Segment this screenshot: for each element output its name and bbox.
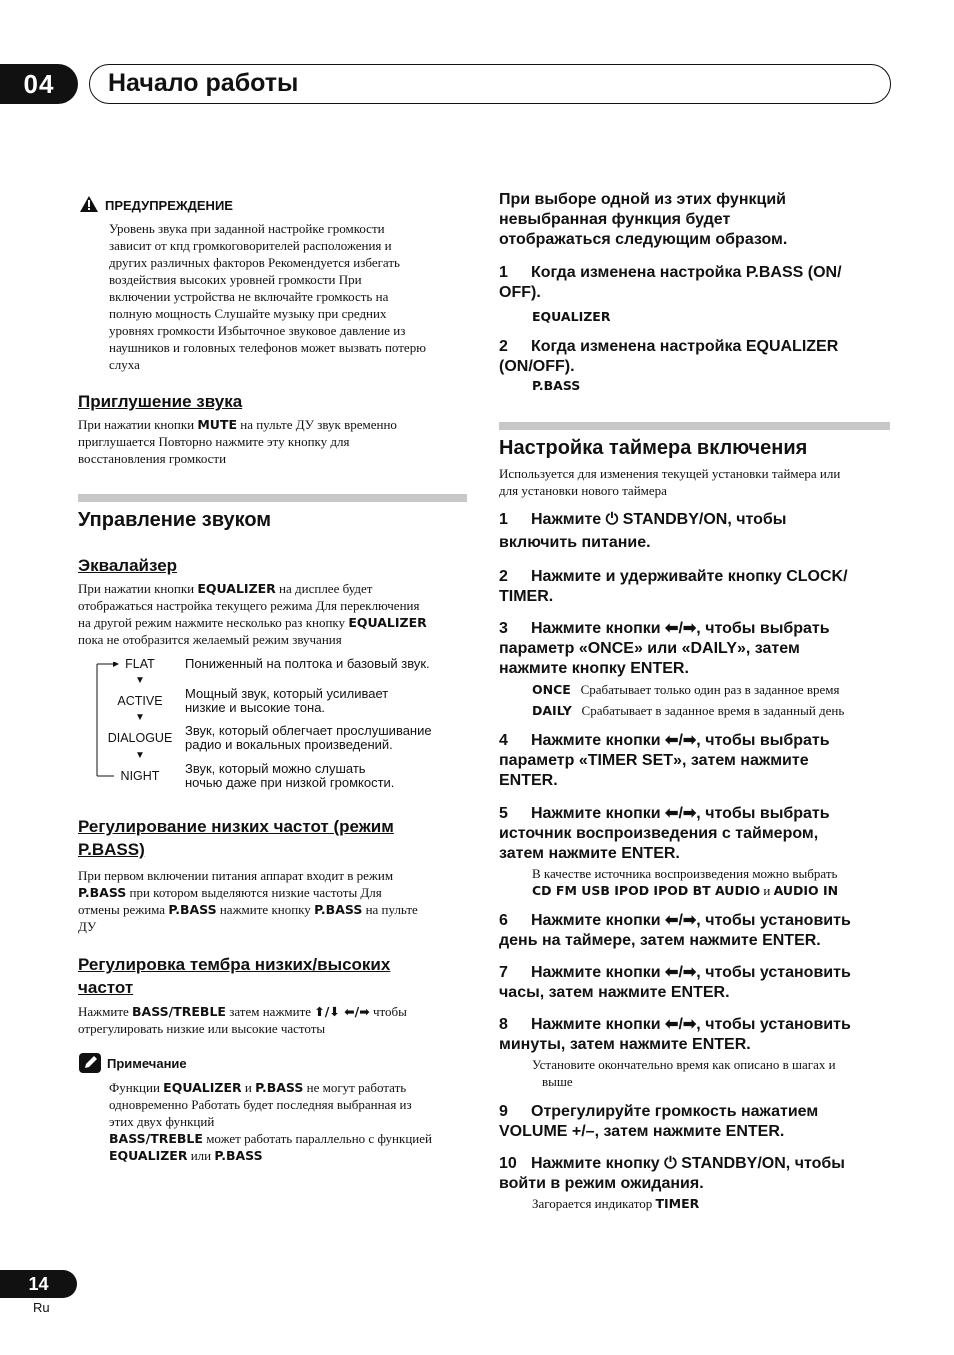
note-label: Примечание <box>107 1056 187 1071</box>
arrow-down-icon: ▼ <box>135 712 145 723</box>
chapter-title: Начало работы <box>108 69 299 97</box>
timer-step-5: 5 Нажмите кнопки ⬅/➡, чтобы выбрать источник воспроизведения с таймером, затем нажмите ENTER. <box>499 805 830 862</box>
functions-step-1: 1 Когда изменена настройка P.BASS (ON/ OFF). <box>499 264 842 301</box>
language-code: Ru <box>33 1300 50 1315</box>
pbass-text: При первом включении питания аппарат входит в режим P.BASS при котором выделяются низкие частоты Для отмены режима P.BASS нажмите кнопку P.BASS на пульте ДУ <box>78 868 418 934</box>
equalizer-heading: Эквалайзер <box>78 556 178 575</box>
functions-step-2-result: P.BASS <box>532 378 581 393</box>
functions-intro: При выборе одной из этих функций невыбранная функция будет отображаться следующим образом. <box>499 191 788 248</box>
timer-step-3: 3 Нажмите кнопки ⬅/➡, чтобы выбрать параметр «ONCE» или «DAILY», затем нажмите кнопку ENTER. <box>499 620 830 677</box>
warning-icon <box>80 196 98 217</box>
arrow-down-icon: ▼ <box>135 750 145 761</box>
functions-step-1-result: EQUALIZER <box>532 309 611 324</box>
bass-treble-heading: Регулировка тембра низких/высоких частот <box>78 955 391 997</box>
timer-step-2: 2 Нажмите и удерживайте кнопку CLOCK/ TIMER. <box>499 568 848 605</box>
chapter-number-badge: 04 <box>0 64 78 104</box>
section-divider <box>499 422 890 430</box>
page-number-badge: 14 <box>0 1270 77 1298</box>
timer-heading: Настройка таймера включения <box>499 437 808 459</box>
timer-step-1: 1 Нажмите ⏻ STANDBY/ON, чтобы включить питание. <box>499 511 787 551</box>
warning-label: ПРЕДУПРЕЖДЕНИЕ <box>105 198 233 213</box>
timer-step-9: 9 Отрегулируйте громкость нажатием VOLUME +/–, затем нажмите ENTER. <box>499 1103 819 1140</box>
timer-step-8: 8 Нажмите кнопки ⬅/➡, чтобы установить минуты, затем нажмите ENTER. <box>499 1016 851 1053</box>
eq-desc-flat: Пониженный на полтока и базовый звук. <box>185 656 430 671</box>
warning-text: Уровень звука при заданной настройке громкости зависит от кпд громкоговорителей расположения и других различных факторов Рекомендуется избегать воздействия высоких уровней громкости При включении устройства не включайте громкость на полную мощность Слушайте музыку при средних уровнях громкости Избыточное звуковое давление из наушников и головных телефонов может вызвать потерю слуха <box>109 221 426 372</box>
eq-desc-active: Мощный звук, который усиливает низкие и высокие тона. <box>185 686 389 715</box>
functions-step-2: 2 Когда изменена настройка EQUALIZER (ON/OFF). <box>499 338 839 375</box>
timer-once-daily-list: ONCE Срабатывает только один раз в заданное время DAILY Срабатывает в заданное время в заданный день <box>532 682 845 718</box>
arrow-down-icon: ▼ <box>135 675 145 686</box>
mute-text: При нажатии кнопки MUTE на пульте ДУ звук временно приглушается Повторно нажмите эту кнопку для восстановления громкости <box>78 417 397 466</box>
note-text: Функции EQUALIZER и P.BASS не могут работать одновременно Работать будет последняя выбранная из этих двух функций BASS/TREBLE может работать параллельно с функцией EQUALIZER или P.BASS <box>109 1080 432 1163</box>
timer-source-note: В качестве источника воспроизведения можно выбрать CD FM USB IPOD IPOD BT AUDIO и AUDIO IN <box>532 866 839 898</box>
eq-mode-night: NIGHT <box>120 769 160 783</box>
equalizer-text: При нажатии кнопки EQUALIZER на дисплее будет отображаться настройка текущего режима Для переключения на другой режим нажмите несколько раз кнопку EQUALIZER пока не отобразится желаемый режим звучания <box>78 581 427 647</box>
eq-mode-dialogue: DIALOGUE <box>107 731 173 745</box>
sound-heading: Управление звуком <box>78 509 272 531</box>
section-divider <box>78 494 467 502</box>
timer-step-7: 7 Нажмите кнопки ⬅/➡, чтобы установить часы, затем нажмите ENTER. <box>499 964 851 1001</box>
note-pencil-icon <box>79 1053 101 1073</box>
eq-mode-flat: FLAT <box>125 657 155 671</box>
pbass-heading: Регулирование низких частот (режим P.BASS) <box>78 817 394 859</box>
arrow-keys-icon: ⬆/⬇ ⬅/➡ <box>314 1004 370 1019</box>
timer-step-10-note: Загорается индикатор TIMER <box>532 1196 700 1211</box>
eq-mode-active: ACTIVE <box>117 694 163 708</box>
timer-step-8-note: Установите окончательно время как описано в шагах и выше <box>532 1057 836 1089</box>
bass-treble-text: Нажмите BASS/TREBLE затем нажмите ⬆/⬇ ⬅/➡ чтобы отрегулировать низкие или высокие частоты <box>78 1004 407 1036</box>
timer-step-6: 6 Нажмите кнопки ⬅/➡, чтобы установить день на таймере, затем нажмите ENTER. <box>499 912 851 949</box>
mute-heading: Приглушение звука <box>78 392 243 411</box>
timer-step-10: 10 Нажмите кнопку ⏻ STANDBY/ON, чтобы войти в режим ожидания. <box>499 1155 845 1192</box>
timer-step-4: 4 Нажмите кнопки ⬅/➡, чтобы выбрать параметр «TIMER SET», затем нажмите ENTER. <box>499 732 830 789</box>
eq-desc-night: Звук, который можно слушать ночью даже при низкой громкости. <box>185 761 395 790</box>
timer-intro: Используется для изменения текущей установки таймера или для установки нового таймера <box>499 466 841 498</box>
eq-desc-dialogue: Звук, который облегчает прослушивание радио и вокальных произведений. <box>185 723 432 752</box>
